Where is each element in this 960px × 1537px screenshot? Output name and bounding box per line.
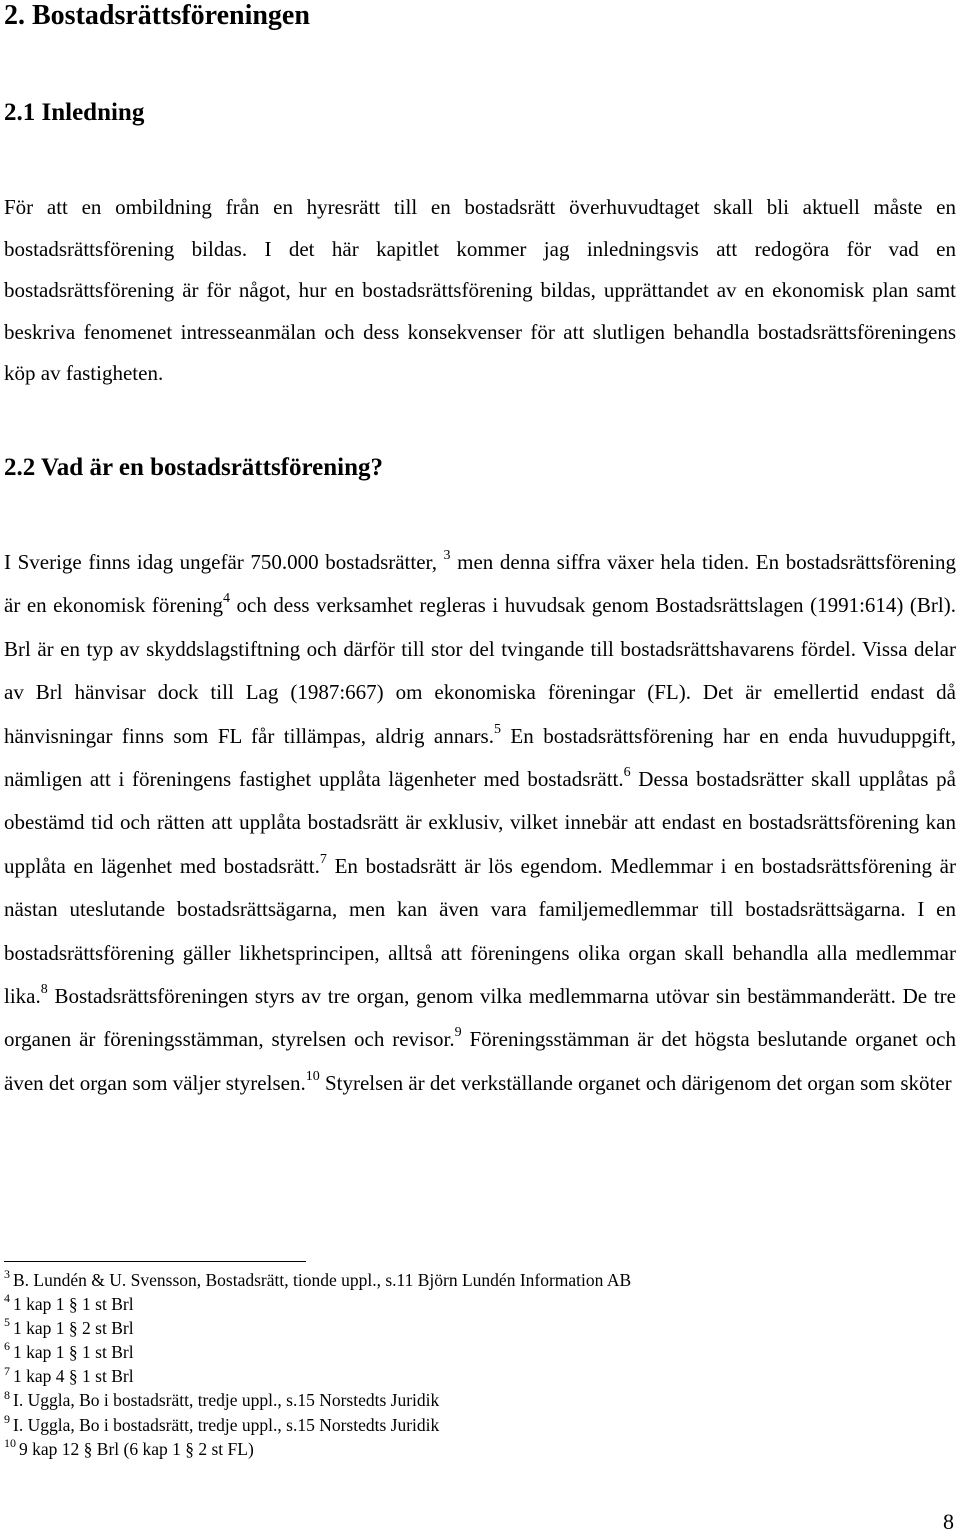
footnote-number: 5 xyxy=(4,1315,10,1330)
section-heading-inledning: 2.1 Inledning xyxy=(4,99,145,126)
footnote-number: 6 xyxy=(4,1339,10,1354)
footnote-text: B. Lundén & U. Svensson, Bostadsrätt, tionde uppl., s.11 Björn Lundén Information AB xyxy=(13,1270,632,1290)
paragraph-text-run: Dessa bostadsrätter skall upplåtas på obestämd tid och rätten att upplåta bostadsrätt är exklusiv, vilket innebär att endast en bostadsrättsförening kan upplåta en lägenhet med bostadsrätt. xyxy=(4,767,956,878)
footnote-number: 9 xyxy=(4,1411,10,1426)
footnote-item xyxy=(4,1340,631,1364)
paragraph-text-run: Föreningsstämman är det högsta beslutande organet och även det organ som väljer styrelsen. xyxy=(4,1027,956,1095)
footnote-ref-7: 7 xyxy=(319,851,327,867)
footnote-item xyxy=(4,1437,631,1461)
footnote-item xyxy=(4,1388,631,1412)
paragraph-text-run: En bostadsrättsförening har en enda huvuduppgift, nämligen att i föreningens fastighet upplåta lägenheter med bostadsrätt. xyxy=(4,723,956,792)
section-heading-vad-ar: 2.2 Vad är en bostadsrättsförening? xyxy=(4,454,383,481)
footnote-number: 3 xyxy=(4,1267,10,1282)
footnote-text: 1 kap 1 § 1 st Brl xyxy=(13,1342,134,1363)
footnote-ref-5: 5 xyxy=(493,721,501,737)
footnote-text: I. Uggla, Bo i bostadsrätt, tredje uppl., s.15 Norstedts Juridik xyxy=(13,1390,440,1411)
footnote-item xyxy=(4,1268,631,1292)
footnote-ref-9: 9 xyxy=(454,1025,462,1041)
footnote-number: 8 xyxy=(4,1387,10,1402)
paragraph-vad-ar xyxy=(4,541,956,1105)
footnote-ref-3: 3 xyxy=(443,548,451,563)
paragraph-text-run: men denna siffra växer hela tiden. En bostadsrättsförening är en ekonomisk förening xyxy=(4,550,956,618)
footnote-item xyxy=(4,1292,631,1316)
footnote-text: 1 kap 4 § 1 st Brl xyxy=(13,1366,134,1387)
footnote-ref-4: 4 xyxy=(223,591,231,607)
paragraph-inledning: För att en ombildning från en hyresrätt till en bostadsrätt överhuvudtaget skall bli aktuell måste en bostadsrättsförening bildas. I det här kapitlet kommer jag inledningsvis att redogöra för vad en bostadsrättsförening är för något, hur en bostadsrättsförening bildas, upprättandet av en ekonomisk plan samt beskriva fenomenet intresseanmälan och dess konsekvenser för att slutligen behandla bostadsrättsföreningens köp av fastigheten. xyxy=(4,195,956,385)
paragraph-text-run: Styrelsen är det verkställande organet och därigenom det organ som sköter xyxy=(319,1070,952,1095)
chapter-title: 2. Bostadsrättsföreningen xyxy=(4,0,310,31)
paragraph-text-run: och dess verksamhet regleras i huvudsak genom Bostadsrättslagen (1991:614) (Brl). Brl är en typ av skyddslagstiftning och därför till stor del tvingande till bostadsrättshavarens fördel. Vissa delar av Brl hänvisar dock till Lag (1987:667) om ekonomiska föreningar (FL). Det är emellertid endast då hänvisningar finns som FL får tillämpas, aldrig annars. xyxy=(4,593,956,748)
footnote-ref-6: 6 xyxy=(623,765,631,781)
paragraph-text-run: Bostadsrättsföreningen styrs av tre organ, genom vilka medlemmarna utövar sin bestämmanderätt. De tre organen är föreningsstämman, styrelsen och revisor. xyxy=(4,984,956,1052)
footnote-number: 7 xyxy=(4,1363,10,1378)
footnote-list xyxy=(4,1268,631,1461)
footnote-item xyxy=(4,1316,631,1340)
footnote-divider xyxy=(4,1261,306,1262)
footnote-text: 1 kap 1 § 1 st Brl xyxy=(13,1294,134,1315)
footnote-text: 9 kap 12 § Brl (6 kap 1 § 2 st FL) xyxy=(19,1438,254,1459)
paragraph-text-run: I Sverige finns idag ungefär 750.000 bostadsrätter, xyxy=(4,550,444,574)
footnote-item xyxy=(4,1413,631,1437)
footnote-ref-10: 10 xyxy=(305,1068,320,1084)
paragraph-text-run: En bostadsrätt är lös egendom. Medlemmar i en bostadsrättsförening är nästan uteslutande bostadsrättsägarna, men kan även vara familjemedlemmar till bostadsrättsägarna. I en bostadsrättsförening gäller likhetsprincipen, alltså att föreningens olika organ skall behandla alla medlemmar lika. xyxy=(4,853,956,1009)
footnote-text: 1 kap 1 § 2 st Brl xyxy=(13,1318,134,1339)
footnote-number: 10 xyxy=(4,1435,16,1450)
footnote-item xyxy=(4,1364,631,1388)
page-number: 8 xyxy=(943,1509,954,1534)
footnote-ref-8: 8 xyxy=(40,982,48,998)
footnote-text: I. Uggla, Bo i bostadsrätt, tredje uppl., s.15 Norstedts Juridik xyxy=(13,1414,440,1435)
footnote-number: 4 xyxy=(4,1291,10,1306)
